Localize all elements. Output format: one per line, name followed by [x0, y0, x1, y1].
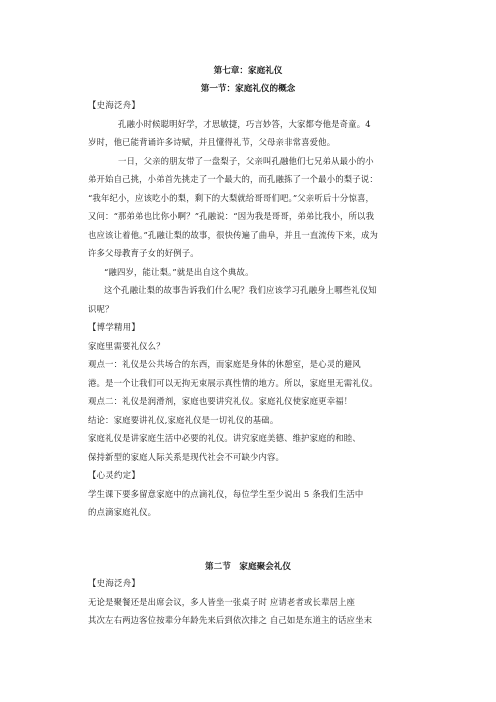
chapter-title: 第七章：家庭礼仪	[213, 66, 283, 76]
section-title: 第一节：家庭礼仪的概念	[200, 84, 296, 94]
paragraph-line: 也应该让着他。”孔融让梨的故事，很快传遍了曲阜，并且一直流传下来，成为	[88, 230, 379, 240]
paragraph-line: 又问：“那弟弟也比你小啊？”孔融说：“因为我是哥哥，弟弟比我小，所以我	[88, 211, 375, 221]
paragraph-line: 弟开始自己挑，小弟首先挑走了一个最大的，而孔融拣了一个最小的梨子说：	[88, 174, 378, 184]
paragraph-line: 观点一：礼仪是公共场合的东西，而家庭是身体的休憩室，是心灵的避风	[88, 359, 361, 369]
paragraph-line: 观点二：礼仪是润滑剂，家庭也要讲究礼仪。家庭礼仪使家庭更幸福！	[88, 396, 353, 406]
paragraph-line: 家庭里需要礼仪么？	[88, 341, 165, 351]
paragraph-line: 保持新型的家庭人际关系是现代社会不可缺少内容。	[88, 452, 285, 462]
section-tag: 【博学精用】	[88, 322, 141, 332]
paragraph-line: 识呢？	[88, 304, 114, 314]
section-tag: 【史海泛舟】	[88, 578, 141, 588]
paragraph-line: 许多父母教育子女的好例子。	[88, 248, 199, 258]
paragraph-line: 港。是一个让我们可以无拘无束展示真性情的地方。所以，家庭里无需礼仪。	[88, 378, 378, 388]
paragraph-line: 一日，父亲的朋友带了一盘梨子，父亲叫孔融他们七兄弟从最小的小	[118, 156, 374, 166]
paragraph-line: “我年纪小，应该吃小的梨，剩下的大梨就给哥哥们吧。”父亲听后十分惊喜，	[88, 193, 374, 203]
paragraph-line: “融四岁，能让梨。”就是出自这个典故。	[104, 267, 254, 277]
section-title: 第二节 家庭聚会礼仪	[205, 562, 291, 572]
paragraph-line: 无论是聚餐还是出席会议，多人皆坐一张桌子时 应请老者或长辈居上座	[88, 597, 356, 607]
section-tag: 【心灵约定】	[88, 470, 141, 480]
paragraph-line: 这个孔融让梨的故事告诉我们什么呢？我们应该学习孔融身上哪些礼仪知	[104, 285, 377, 295]
paragraph-line: 家庭礼仪是讲家庭生活中必要的礼仪。讲究家庭美德、维护家庭的和睦、	[88, 433, 361, 443]
paragraph-line: 的点滴家庭礼仪。	[88, 507, 157, 517]
paragraph-line: 结论：家庭要讲礼仪,家庭礼仪是一切礼仪的基础。	[88, 415, 279, 425]
paragraph-line: 学生课下要多留意家庭中的点滴礼仪，每位学生至少说出 5 条我们生活中	[88, 489, 364, 499]
section-tag: 【史海泛舟】	[88, 100, 141, 110]
paragraph-line: 其次左右两边客位按辈分年龄先来后到依次排之 自己如是东道主的话应坐末	[88, 615, 373, 625]
paragraph-line: 岁时，他已能背诵许多诗赋，并且懂得礼节，父母亲非常喜爱他。	[88, 137, 336, 147]
paragraph-line: 孔融小时候聪明好学，才思敏捷，巧言妙答，大家都夸他是奇童。4	[118, 119, 371, 129]
